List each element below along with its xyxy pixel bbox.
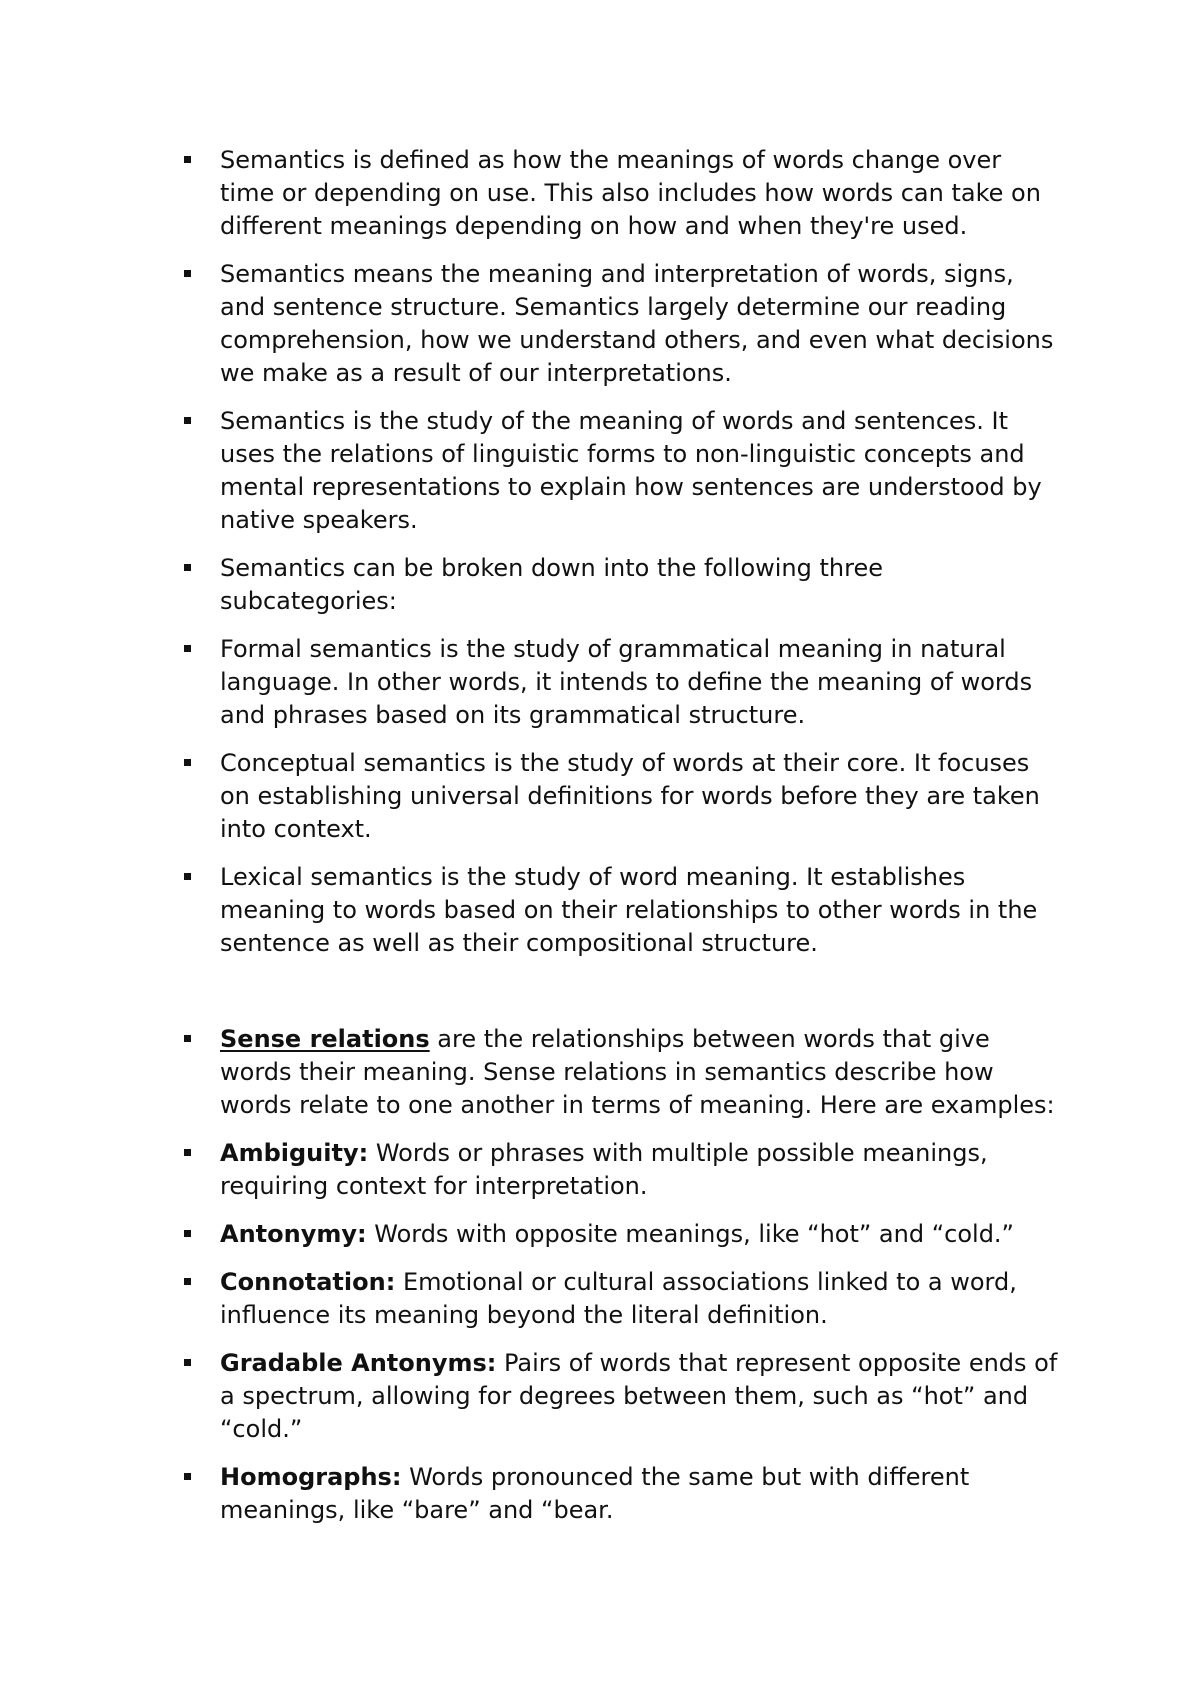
list-item-antonymy [0,1218,1060,1251]
square-bullet-icon [184,270,191,277]
square-bullet-icon [184,873,191,880]
item-text: Words or phrases with multiple possible meanings, requiring context for interpretation. [220,1139,988,1200]
square-bullet-icon [184,1359,191,1366]
list-item [0,861,1060,960]
item-text: Semantics is the study of the meaning of words and sentences. It uses the relations of linguistic forms to non-linguistic concepts and mental representations to explain how sentences are understood by native speakers. [220,407,1042,534]
list-item [0,552,1060,618]
item-text: Conceptual semantics is the study of words at their core. It focuses on establishing universal definitions for words before they are taken into context. [220,749,1040,843]
square-bullet-icon [184,1149,191,1156]
list-item [0,144,1060,243]
item-text: Formal semantics is the study of grammatical meaning in natural language. In other words, it intends to define the meaning of words and phrases based on its grammatical structure. [220,635,1033,729]
list-item [0,747,1060,846]
item-term: Antonymy: [220,1220,367,1248]
item-text: Words with opposite meanings, like “hot” and “cold.” [366,1220,1014,1248]
item-text: Lexical semantics is the study of word meaning. It establishes meaning to words based on their relationships to other words in the sentence as well as their compositional structure. [220,863,1038,957]
square-bullet-icon [184,759,191,766]
item-term: Ambiguity: [220,1139,369,1167]
list-item-homographs [0,1461,1060,1527]
square-bullet-icon [184,645,191,652]
list-item-gradable-antonyms [0,1347,1060,1446]
bullet-list [0,144,1200,1542]
item-term: Connotation: [220,1268,396,1296]
item-text: Pairs of words that represent opposite ends of a spectrum, allowing for degrees between them, such as “hot” and “cold.” [220,1349,1058,1443]
list-item-sense-relations [0,1023,1060,1122]
list-item [0,258,1060,390]
list-item-connotation [0,1266,1060,1332]
item-text: Semantics can be broken down into the following three subcategories: [220,554,883,615]
item-text: Emotional or cultural associations linked to a word, influence its meaning beyond the literal definition. [220,1268,1017,1329]
square-bullet-icon [184,1035,191,1042]
square-bullet-icon [184,156,191,163]
list-item-ambiguity [0,1137,1060,1203]
item-text: Semantics is defined as how the meanings of words change over time or depending on use. This also includes how words can take on different meanings depending on how and when they're used. [220,146,1041,240]
item-term: Homographs: [220,1463,402,1491]
list-item [0,405,1060,537]
item-term: Gradable Antonyms: [220,1349,497,1377]
item-text: Words pronounced the same but with different meanings, like “bare” and “bear. [220,1463,970,1524]
item-term: Sense relations [220,1025,430,1053]
square-bullet-icon [184,417,191,424]
square-bullet-icon [184,1278,191,1285]
item-text: Semantics means the meaning and interpretation of words, signs, and sentence structure. Semantics largely determine our reading comprehension, how we understand others, and even what decisions we make as a result of our interpretations. [220,260,1054,387]
square-bullet-icon [184,564,191,571]
list-item [0,633,1060,732]
item-text: are the relationships between words that give words their meaning. Sense relations in semantics describe how words relate to one another in terms of meaning. Here are examples: [220,1025,1055,1119]
square-bullet-icon [184,1230,191,1237]
square-bullet-icon [184,1473,191,1480]
